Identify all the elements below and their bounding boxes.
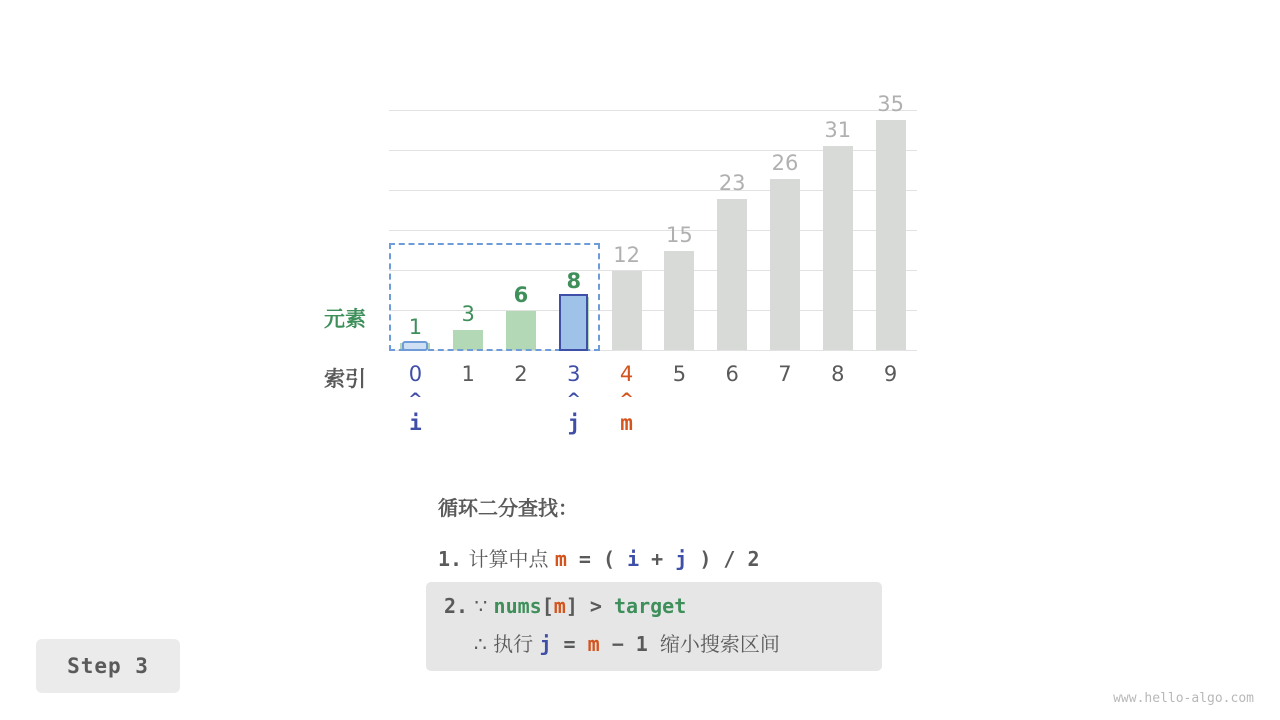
bar-value-label: 6 (513, 283, 529, 307)
bar-column (600, 100, 653, 350)
pointer-j (547, 392, 600, 438)
caption-line-1 (438, 543, 946, 572)
caption-line-2-target: target (613, 594, 687, 618)
caption-line-3-j: j (539, 632, 552, 656)
index-label: 6 (725, 362, 739, 386)
bar-value-label: 26 (771, 151, 799, 175)
caption-line-1-tail: ) / 2 (687, 547, 760, 571)
caption-line-1-text: 计算中点 (462, 547, 555, 571)
caption-title: 循环二分查找： (438, 496, 578, 520)
pointer-i (389, 392, 442, 438)
caption-line-3-therefore: ∴ 执行 (474, 632, 540, 656)
bar-value-label: 31 (824, 118, 852, 142)
pointer-m (600, 392, 653, 438)
pointer-caret-icon: ^ (408, 390, 423, 410)
bar-value-label: 15 (666, 223, 693, 247)
index-label: 7 (778, 362, 792, 386)
pointer-marker-j (559, 294, 588, 351)
bar (612, 271, 642, 350)
bar-column (864, 92, 917, 350)
bar-column (706, 100, 759, 350)
caption-line-1-eq: = ( (566, 547, 628, 571)
index-label: 9 (883, 362, 898, 386)
caption-highlight-box (426, 582, 882, 671)
index-label: 2 (514, 362, 528, 386)
caption-line-3-minus: − 1 (599, 632, 660, 656)
pointer-name-label: i (409, 411, 422, 435)
pointer-caret-icon: ^ (619, 390, 634, 410)
caption-line-2-bracket-open: [ (541, 594, 554, 618)
caption-line-3-tail: 缩小搜索区间 (659, 632, 780, 656)
index-label: 4 (619, 362, 634, 386)
caption-line-1-i: i (627, 547, 640, 571)
bar-value-label: 12 (613, 243, 640, 267)
bar (823, 146, 853, 350)
caption-line-1-number: 1. (438, 547, 463, 571)
pointer-name-label: m (620, 411, 633, 435)
caption-line-2-nums: nums (493, 594, 542, 618)
index-label: 5 (672, 362, 687, 386)
index-label: 8 (831, 362, 845, 386)
bar-column (653, 100, 706, 350)
bar (770, 179, 800, 350)
watermark: www.hello-algo.com (1113, 691, 1254, 706)
caption-line-1-j: j (675, 547, 688, 571)
row-label-index: 索引 (324, 367, 366, 391)
index-label: 0 (408, 362, 423, 386)
index-row (389, 362, 917, 390)
bar-column (811, 100, 864, 350)
step-badge: Step 3 (36, 639, 180, 693)
bar (876, 120, 906, 350)
bar (664, 251, 694, 350)
pointer-caret-icon: ^ (566, 390, 581, 410)
index-label: 1 (461, 362, 475, 386)
caption-line-2-op: > (577, 594, 614, 618)
index-label: 3 (567, 362, 581, 386)
caption-line-2 (444, 594, 864, 618)
caption-line-1-m: m (554, 547, 567, 571)
bar-column (759, 100, 812, 350)
bar-value-label: 35 (877, 92, 904, 116)
caption-line-3-m: m (587, 632, 600, 656)
caption-line-2-bracket-close: ] (565, 594, 578, 618)
bar-value-label: 3 (461, 302, 475, 326)
caption-line-2-number: 2. (444, 594, 469, 618)
bar-value-label: 8 (566, 269, 582, 293)
caption-block (426, 492, 946, 671)
pointer-name-label: j (567, 411, 581, 435)
bar (717, 199, 747, 350)
caption-line-1-plus: + (639, 547, 676, 571)
caption-line-2-m: m (553, 594, 566, 618)
caption-line-2-because: ∵ (468, 594, 494, 618)
caption-line-3 (474, 628, 864, 657)
caption-line-3-eq: = (551, 632, 588, 656)
row-label-element: 元素 (324, 307, 366, 331)
bar-value-label: 1 (408, 315, 423, 339)
pointer-marker-i (402, 341, 428, 351)
bar-value-label: 23 (718, 171, 746, 195)
pointer-row (389, 392, 917, 452)
